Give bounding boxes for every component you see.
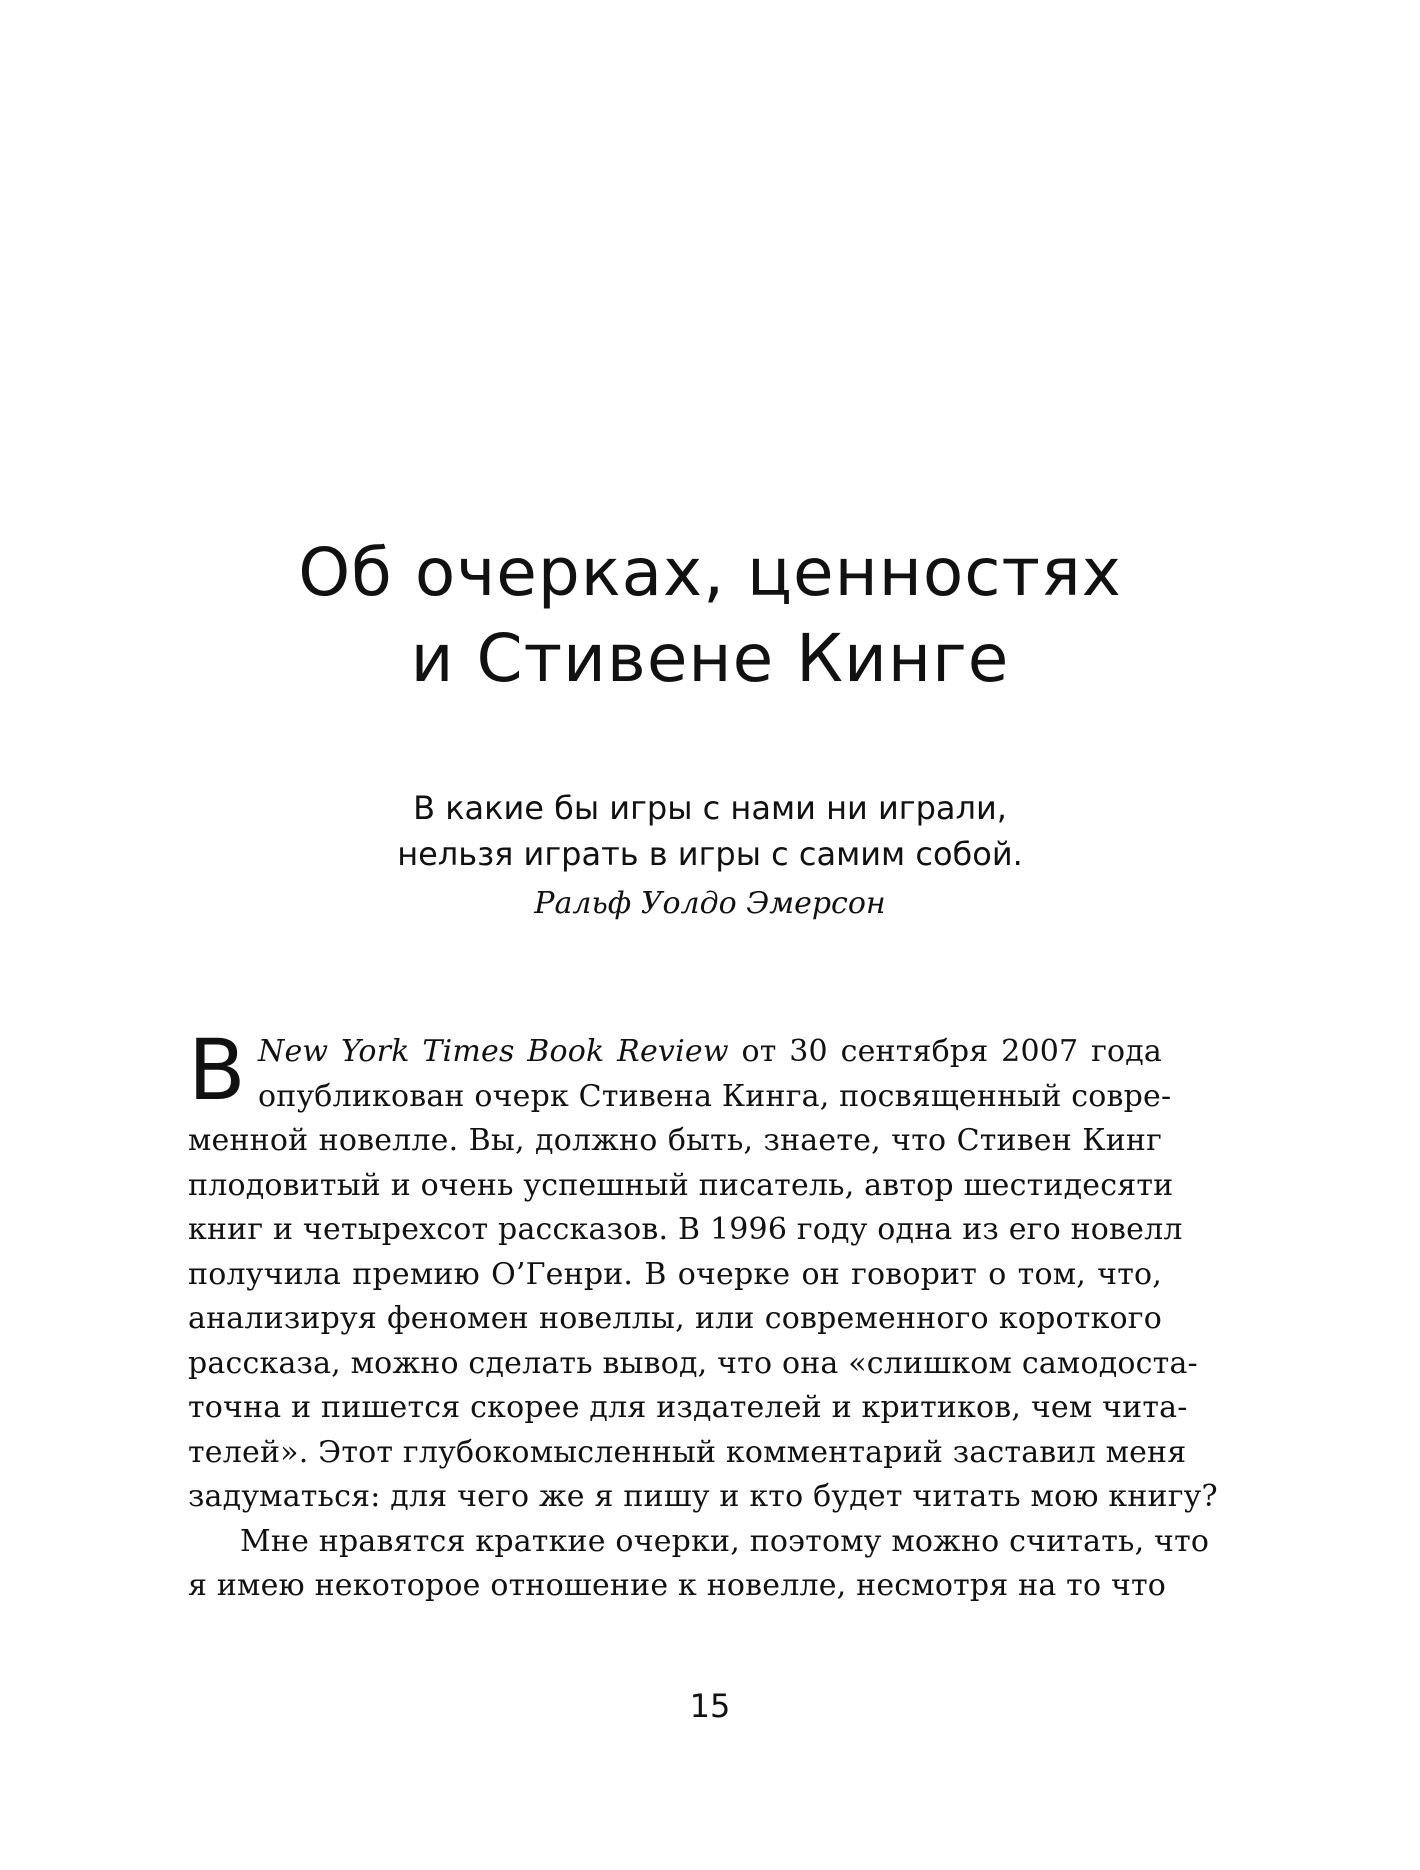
body-line: анализируя феномен новеллы, или современного короткого [188, 1301, 1162, 1336]
body-line [188, 1030, 1162, 1075]
epigraph-line-1: В какие бы игры с нами ни играли, [413, 789, 1007, 827]
chapter-title [0, 530, 1420, 702]
epigraph [0, 785, 1420, 927]
chapter-title-line-2: и Стивене Кинге [410, 620, 1010, 697]
body-line: получила премию О’Генри. В очерке он говорит о том, что, [188, 1256, 1162, 1292]
body-line: менной новелле. Вы, должно быть, знаете, что Стивен Кинг [188, 1123, 1162, 1158]
body-line: книг и четырехсот рассказов. В 1996 году одна из его новелл [188, 1212, 1183, 1247]
body-line-1-rest: от 30 сентября 2007 года [728, 1034, 1162, 1069]
publication-title: New York Times Book Review [258, 1034, 729, 1069]
body-text [188, 1021, 1218, 1609]
body-line: плодовитый и очень успешный писатель, автор шестидесяти [188, 1167, 1174, 1203]
page-number: 15 [689, 1687, 731, 1725]
body-line: Мне нравятся краткие очерки, поэтому можно считать, что [240, 1523, 1210, 1559]
drop-cap: В [188, 1021, 246, 1119]
body-line: я имею некоторое отношение к новелле, несмотря на то что [188, 1568, 1167, 1603]
body-line: опубликован очерк Стивена Кинга, посвященный совре- [258, 1078, 1172, 1114]
chapter-title-line-1: Об очерках, ценностях [298, 534, 1122, 611]
epigraph-line-2: нельзя играть в игры с самим собой. [397, 835, 1023, 873]
epigraph-author: Ральф Уолдо Эмерсон [534, 886, 886, 921]
body-line: телей». Этот глубокомысленный комментарий заставил меня [188, 1434, 1187, 1470]
body-line: рассказа, можно сделать вывод, что она «слишком самодоста- [188, 1345, 1198, 1381]
body-line: задуматься: для чего же я пишу и кто будет читать мою книгу? [188, 1479, 1218, 1514]
body-line: точна и пишется скорее для издателей и критиков, чем чита- [188, 1390, 1188, 1425]
